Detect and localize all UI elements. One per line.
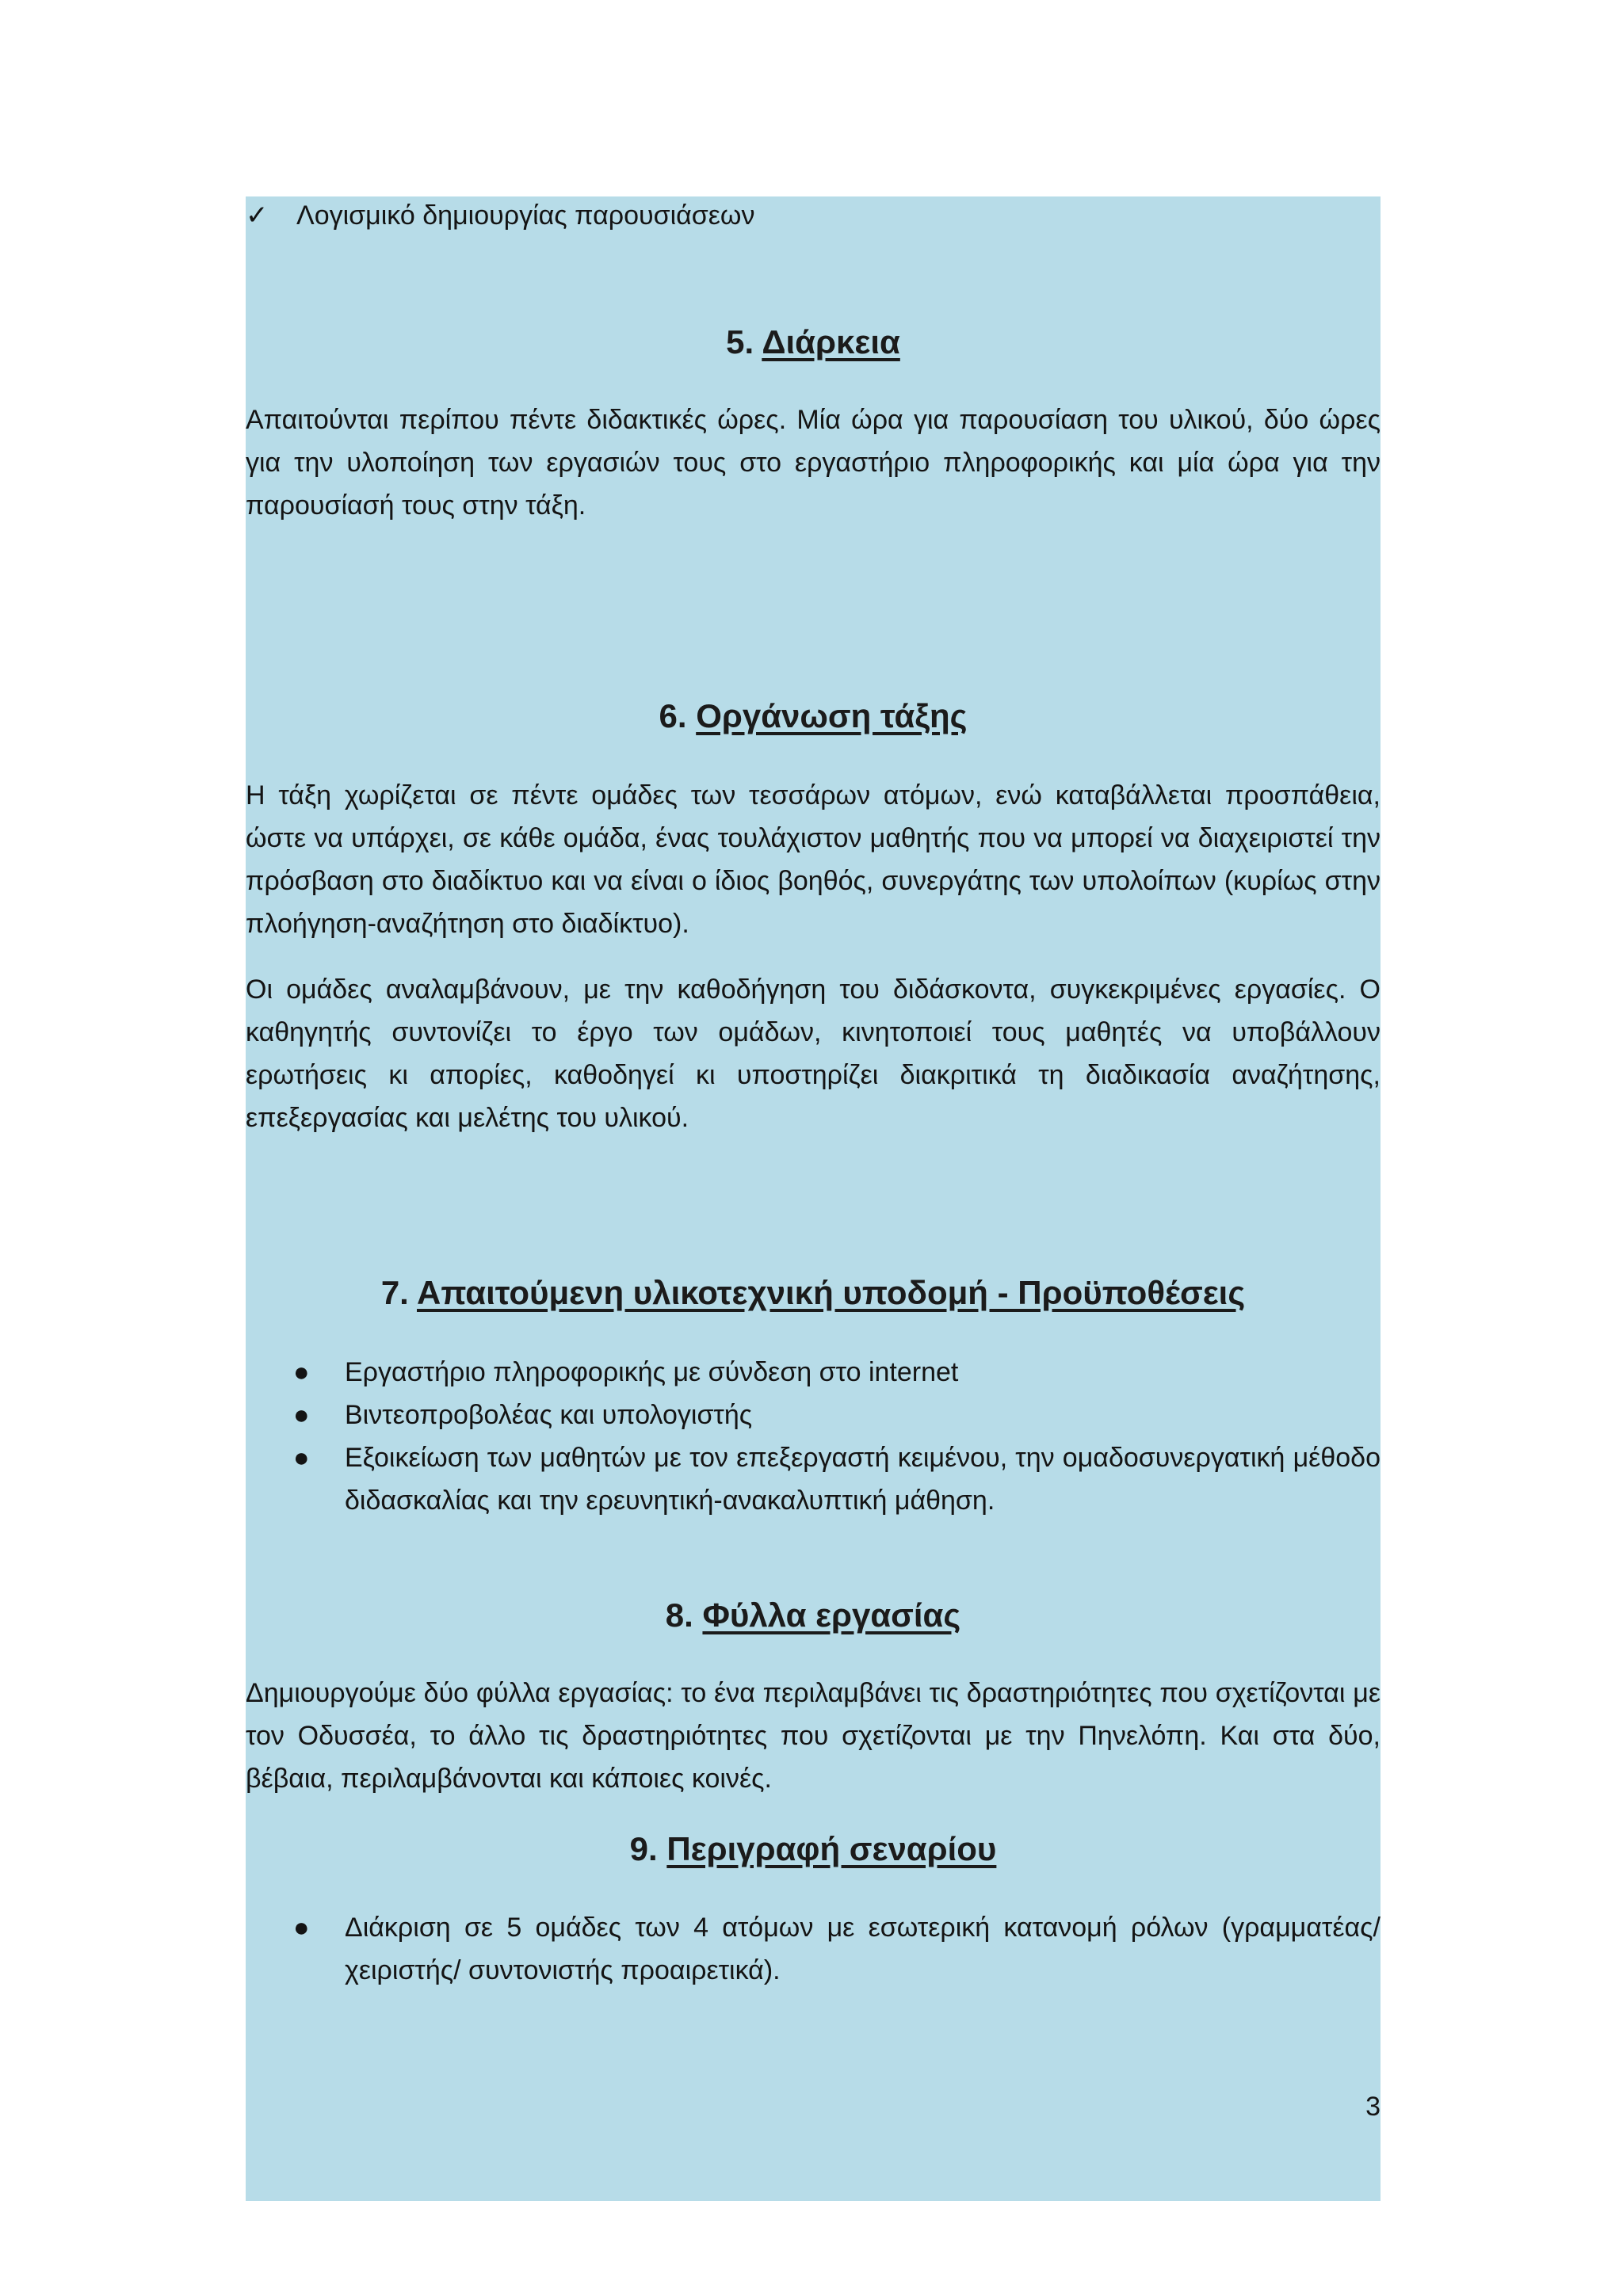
section-6-number: 6. [659, 697, 687, 734]
section-7-title: Απαιτούμενη υλικοτεχνική υποδομή - Προϋποθέσεις [416, 1274, 1246, 1311]
section-7-bullet-list [246, 1351, 1381, 1522]
section-9-title: Περιγραφή σεναρίου [666, 1830, 997, 1867]
section-8-number: 8. [665, 1596, 693, 1634]
section-5-heading [246, 323, 1381, 361]
section-7-number: 7. [380, 1274, 409, 1311]
checklist-item [246, 196, 754, 235]
section-8-paragraph: Δημιουργούμε δύο φύλλα εργασίας: το ένα περιλαμβάνει τις δραστηριότητες που σχετίζονται με τον Οδυσσέα, το άλλο τις δραστηριότητες που σχετίζονται με την Πηνελόπη. Και στα δύο, βέβαια, περιλαμβάνονται και κάποιες κοινές. [246, 1678, 1381, 1794]
section-6-paragraph-2: Οι ομάδες αναλαμβάνουν, με την καθοδήγηση του διδάσκοντα, συγκεκριμένες εργασίες. Ο καθηγητής συντονίζει το έργο των ομάδων, κινητοποιεί τους μαθητές να υποβάλλουν ερωτήσεις κι απορίες, καθοδηγεί κι υποστηρίζει διακριτικά τη διαδικασία αναζήτησης, επεξεργασίας και μελέτης του υλικού. [246, 974, 1381, 1133]
section-8-title: Φύλλα εργασίας [702, 1596, 961, 1634]
bullet-icon: ● [293, 1443, 310, 1473]
bullet-icon: ● [293, 1357, 310, 1387]
section-6-title: Οργάνωση τάξης [696, 697, 968, 734]
list-item: ● Διάκριση σε 5 ομάδες των 4 ατόμων με εσωτερική κατανομή ρόλων (γραμματέας/ χειριστής/ συντονιστής προαιρετικά). [246, 1906, 1381, 1992]
section-5-title: Διάρκεια [762, 323, 900, 360]
section-9-heading [246, 1830, 1381, 1868]
checkmark-icon: ✓ [246, 200, 269, 231]
section-6-heading [246, 697, 1381, 735]
section-9-bullet-list [246, 1906, 1381, 1992]
list-item: ● Βιντεοπροβολέας και υπολογιστής [246, 1394, 1381, 1436]
section-5-number: 5. [726, 323, 754, 360]
section-6-paragraph-1: Η τάξη χωρίζεται σε πέντε ομάδες των τεσσάρων ατόμων, ενώ καταβάλλεται προσπάθεια, ώστε να υπάρχει, σε κάθε ομάδα, ένας τουλάχιστον μαθητής που να μπορεί να διαχειριστεί την πρόσβαση στο διαδίκτυο και να είναι ο ίδιος βοηθός, συνεργάτης των υπολοίπων (κυρίως στην πλοήγηση-αναζήτηση στο διαδίκτυο). [246, 780, 1381, 939]
section-5-paragraph: Απαιτούνται περίπου πέντε διδακτικές ώρες. Μία ώρα για παρουσίαση του υλικού, δύο ώρες για την υλοποίηση των εργασιών τους στο εργαστήριο πληροφορικής και μία ώρα για την παρουσίασή τους στην τάξη. [246, 405, 1381, 521]
page-number: 3 [1365, 2092, 1381, 2122]
checklist-item-text: Λογισμικό δημιουργίας παρουσιάσεων [296, 200, 755, 231]
list-item: ● Εξοικείωση των μαθητών με τον επεξεργαστή κειμένου, την ομαδοσυνεργατική μέθοδο διδασκαλίας και την ερευνητική-ανακαλυπτική μάθηση. [246, 1436, 1381, 1522]
section-8-heading [246, 1596, 1381, 1634]
bullet-icon: ● [293, 1400, 310, 1430]
section-7-heading [246, 1274, 1381, 1312]
bullet-icon: ● [293, 1913, 310, 1943]
section-9-number: 9. [629, 1830, 658, 1867]
list-item: ● Εργαστήριο πληροφορικής με σύνδεση στο internet [246, 1351, 1381, 1394]
